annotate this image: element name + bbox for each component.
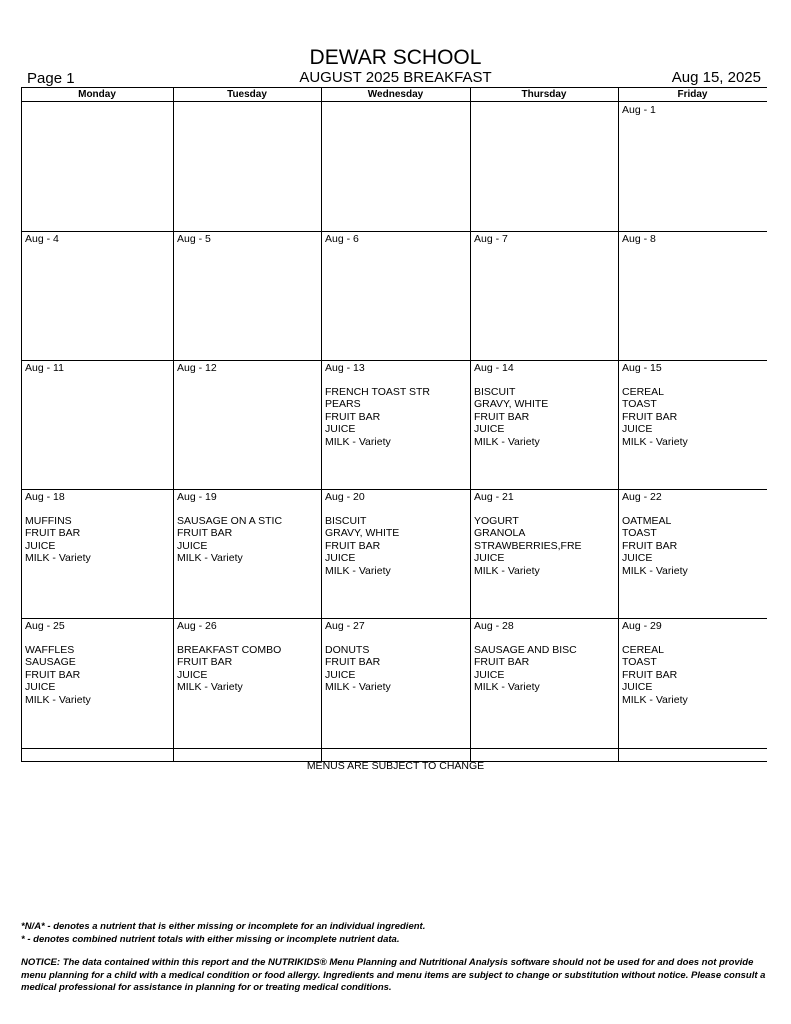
day-cell	[325, 620, 466, 694]
day-cell	[474, 362, 614, 448]
grid-row-line	[21, 748, 767, 749]
menu-item: MILK - Variety	[25, 552, 91, 565]
day-cell	[325, 233, 466, 245]
menu-item-list	[474, 644, 614, 694]
menu-item: JUICE	[622, 681, 653, 694]
menu-item: FRUIT BAR	[622, 668, 678, 681]
menu-item-list	[622, 644, 763, 706]
day-date: Aug - 6	[325, 233, 359, 245]
day-date: Aug - 15	[622, 362, 662, 374]
day-date: Aug - 5	[177, 233, 211, 245]
day-date: Aug - 11	[25, 362, 64, 374]
menu-item: FRENCH TOAST STR	[325, 386, 431, 398]
day-header-monday: Monday	[78, 89, 116, 100]
day-date: Aug - 1	[622, 104, 656, 116]
menu-item: BREAKFAST COMBO	[177, 644, 282, 656]
day-cell	[177, 104, 317, 116]
grid-column-line	[21, 88, 22, 761]
menu-item: MILK - Variety	[622, 435, 688, 448]
day-date	[325, 104, 466, 116]
day-date: Aug - 4	[25, 233, 59, 245]
day-date: Aug - 29	[622, 620, 662, 632]
menu-item-list	[474, 386, 614, 448]
menu-item: PEARS	[325, 398, 361, 411]
menu-item-list	[325, 644, 466, 694]
menu-item: JUICE	[474, 423, 505, 436]
menu-item: FRUIT BAR	[177, 656, 233, 669]
menu-item: BISCUIT	[325, 515, 367, 527]
calendar-grid	[21, 87, 767, 761]
menu-item: MUFFINS	[25, 515, 72, 527]
menu-item: MILK - Variety	[325, 681, 391, 694]
day-cell	[622, 362, 763, 448]
day-cell	[177, 620, 317, 694]
day-header-wednesday: Wednesday	[367, 89, 424, 100]
menu-item: TOAST	[622, 527, 657, 540]
day-date: Aug - 26	[177, 620, 217, 632]
grid-row-line	[21, 489, 767, 490]
menu-item-list	[325, 515, 466, 577]
menu-item: GRANOLA	[474, 527, 526, 540]
menu-item: JUICE	[325, 552, 356, 565]
day-date: Aug - 20	[325, 491, 365, 503]
day-cell	[177, 491, 317, 565]
menu-item: GRAVY, WHITE	[474, 398, 549, 411]
report-date: Aug 15, 2025	[671, 69, 761, 86]
menu-item: FRUIT BAR	[325, 410, 381, 423]
day-date	[177, 104, 317, 116]
day-date: Aug - 25	[25, 620, 65, 632]
menu-item: SAUSAGE	[25, 656, 76, 669]
day-date	[25, 104, 169, 116]
menu-item: CEREAL	[622, 644, 665, 656]
legend-star-note: * - denotes combined nutrient totals with either missing or incomplete nutrient data.	[21, 934, 400, 945]
menu-item-list	[25, 644, 169, 706]
menu-item: TOAST	[622, 656, 657, 669]
menu-item-list	[25, 515, 169, 565]
grid-column-line	[321, 88, 322, 761]
menu-item: JUICE	[177, 539, 208, 552]
grid-row-line	[21, 360, 767, 361]
menu-item: GRAVY, WHITE	[325, 527, 400, 540]
day-cell	[474, 491, 614, 577]
menu-item: STRAWBERRIES,FRE	[474, 539, 582, 552]
menu-item: BISCUIT	[474, 386, 516, 398]
day-date: Aug - 14	[474, 362, 514, 374]
day-cell	[325, 491, 466, 577]
menu-item: FRUIT BAR	[177, 527, 233, 540]
page-number: Page 1	[27, 70, 75, 87]
day-cell	[25, 233, 169, 245]
menu-item: MILK - Variety	[325, 564, 391, 577]
menu-item-list	[325, 386, 466, 448]
menu-item-list	[474, 515, 614, 577]
menu-item: FRUIT BAR	[622, 410, 678, 423]
day-cell	[622, 104, 763, 116]
day-date: Aug - 21	[474, 491, 514, 503]
menu-item: FRUIT BAR	[25, 527, 81, 540]
menu-item: JUICE	[622, 552, 653, 565]
menu-item: WAFFLES	[25, 644, 75, 656]
menu-change-note: MENUS ARE SUBJECT TO CHANGE	[306, 760, 485, 772]
day-cell	[177, 233, 317, 245]
day-header-friday: Friday	[677, 89, 708, 100]
menu-item: JUICE	[25, 539, 56, 552]
day-date: Aug - 28	[474, 620, 514, 632]
day-cell	[325, 362, 466, 448]
menu-item: JUICE	[474, 552, 505, 565]
day-date	[474, 104, 614, 116]
day-cell	[25, 620, 169, 706]
day-cell	[25, 104, 169, 116]
menu-item: FRUIT BAR	[474, 656, 530, 669]
day-date: Aug - 8	[622, 233, 656, 245]
menu-item: SAUSAGE ON A STIC	[177, 515, 283, 527]
day-date: Aug - 18	[25, 491, 65, 503]
school-title: DEWAR SCHOOL	[309, 46, 482, 69]
grid-column-line	[470, 88, 471, 761]
day-cell	[474, 104, 614, 116]
menu-item-list	[177, 515, 317, 565]
grid-column-line	[173, 88, 174, 761]
day-cell	[622, 620, 763, 706]
menu-item: SAUSAGE AND BISC	[474, 644, 577, 656]
menu-item: FRUIT BAR	[622, 539, 678, 552]
day-cell	[622, 233, 763, 245]
legend-na-note: *N/A* - denotes a nutrient that is either missing or incomplete for an individual ingredient.	[21, 921, 426, 932]
day-header-tuesday: Tuesday	[227, 89, 267, 100]
day-date: Aug - 12	[177, 362, 217, 374]
day-date: Aug - 22	[622, 491, 662, 503]
menu-item-list	[177, 644, 317, 694]
day-date: Aug - 19	[177, 491, 217, 503]
menu-item: MILK - Variety	[622, 693, 688, 706]
menu-item: FRUIT BAR	[474, 410, 530, 423]
menu-item: JUICE	[474, 668, 505, 681]
menu-item: CEREAL	[622, 386, 665, 398]
menu-item: JUICE	[325, 423, 356, 436]
day-date: Aug - 27	[325, 620, 365, 632]
menu-item: TOAST	[622, 398, 657, 411]
day-date: Aug - 7	[474, 233, 508, 245]
grid-column-line	[618, 88, 619, 761]
menu-item: FRUIT BAR	[325, 656, 381, 669]
menu-item: MILK - Variety	[474, 681, 540, 694]
menu-item: MILK - Variety	[474, 435, 540, 448]
day-cell	[474, 620, 614, 694]
day-cell	[622, 491, 763, 577]
menu-title: AUGUST 2025 BREAKFAST	[299, 69, 492, 86]
day-cell	[25, 362, 169, 374]
menu-item: MILK - Variety	[325, 435, 391, 448]
day-cell	[474, 233, 614, 245]
day-cell	[25, 491, 169, 565]
grid-row-line	[21, 618, 767, 619]
menu-item: MILK - Variety	[177, 552, 243, 565]
grid-row-line	[21, 231, 767, 232]
menu-item: MILK - Variety	[622, 564, 688, 577]
day-header-thursday: Thursday	[521, 89, 567, 100]
menu-item: JUICE	[622, 423, 653, 436]
menu-item: MILK - Variety	[25, 693, 91, 706]
day-cell	[177, 362, 317, 374]
day-date: Aug - 13	[325, 362, 365, 374]
menu-item: JUICE	[325, 668, 356, 681]
menu-item: FRUIT BAR	[325, 539, 381, 552]
menu-item: DONUTS	[325, 644, 370, 656]
menu-item: YOGURT	[474, 515, 519, 527]
day-cell	[325, 104, 466, 116]
weekday-header-row	[21, 88, 767, 102]
menu-item-list	[622, 386, 763, 448]
menu-item: MILK - Variety	[474, 564, 540, 577]
menu-item: OATMEAL	[622, 515, 672, 527]
menu-item: FRUIT BAR	[25, 668, 81, 681]
menu-item: JUICE	[177, 668, 208, 681]
nutrikids-notice: NOTICE: The data contained within this report and the NUTRIKIDS® Menu Planning and Nutritional Analysis software should not be used for and does not provide menu planning for a child with a medical condition or food allergy. Ingredients and menu items are subject to change or substitution without notice. Please consult a medical professional for assistance in planning for or treating medical conditions.	[21, 957, 766, 993]
menu-item: MILK - Variety	[177, 681, 243, 694]
menu-item-list	[622, 515, 763, 577]
menu-item: JUICE	[25, 681, 56, 694]
